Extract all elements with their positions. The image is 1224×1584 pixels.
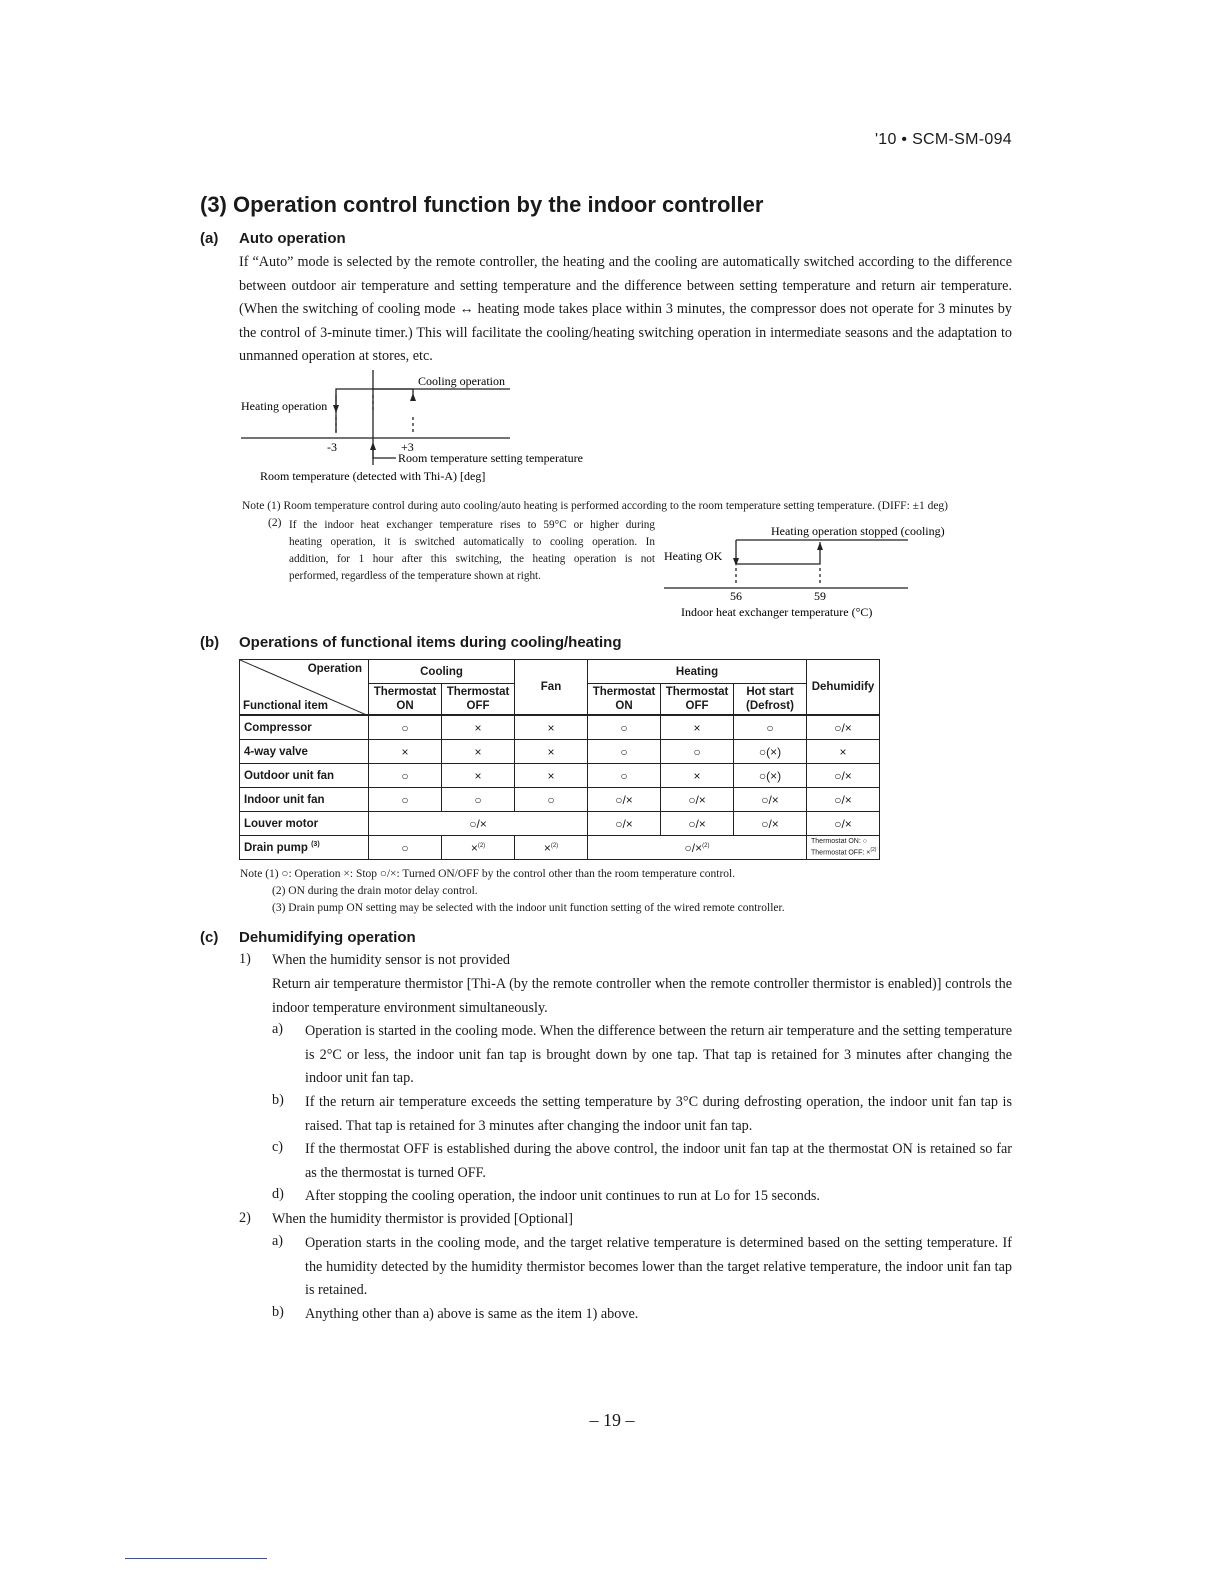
operation-header: Operation xyxy=(307,663,362,675)
cell: ○/× xyxy=(588,812,661,836)
cell: ○/× xyxy=(807,764,880,788)
auto-note-1: Note (1) Room temperature control during auto cooling/auto heating is performed according to the room temperature setting temperature. (DIFF: ±1 deg) xyxy=(242,500,949,512)
heating-down-arrow xyxy=(333,405,339,413)
row-item: 4-way valve xyxy=(240,740,369,764)
cell-note: (2) xyxy=(550,842,559,849)
minus3-label: -3 xyxy=(327,440,337,454)
item-1-body: Return air temperature thermistor [Thi-A (by the remote controller when the remote controller thermistor is enabled)] controls the indoor temperature environment simultaneously. xyxy=(272,976,1012,1016)
cell: × xyxy=(661,764,734,788)
cell: ○ xyxy=(369,764,442,788)
setpoint-up-arrow xyxy=(370,442,376,450)
auto-note-2-line: heating operation, it is switched automatically to cooling operation. In xyxy=(289,536,655,548)
functional-item-header: Functional item xyxy=(243,700,328,712)
cell: ○/× xyxy=(734,788,807,812)
table-row xyxy=(240,812,880,836)
cell xyxy=(588,836,807,860)
item-1a-text: Operation is started in the cooling mode. When the difference between the return air temperature and the setting temperature is 2°C or less, the indoor unit fan tap is brought down by one tap. That tap is retained for 3 minutes after changing the indoor unit fan tap. xyxy=(305,1023,1012,1087)
section-number: (3) xyxy=(200,192,227,217)
item-1c-text: If the thermostat OFF is established during the above control, the indoor unit fan tap at the thermostat ON is retained so far as the thermostat is turned OFF. xyxy=(305,1141,1012,1181)
cell: ○(×) xyxy=(734,740,807,764)
stop-up-arrow xyxy=(817,542,823,550)
table-row xyxy=(240,715,880,740)
cell xyxy=(515,836,588,860)
cell: ○/× xyxy=(807,788,880,812)
cell: ○ xyxy=(369,836,442,860)
plus3-label: +3 xyxy=(401,440,414,454)
cell-value: × xyxy=(543,840,551,855)
heat-exchanger-diagram xyxy=(660,518,970,623)
subsection-a-label: (a) xyxy=(200,230,219,247)
item-2a-text: Operation starts in the cooling mode, and the target relative temperature is determined based on the setting temperature. If the humidity detected by the humidity thermistor becomes lower than the target relative temperature, the indoor unit fan tap is retained. xyxy=(305,1235,1012,1299)
row-item-label: Drain pump xyxy=(244,841,308,854)
item-1-number: 1) xyxy=(239,951,251,967)
item-2-number: 2) xyxy=(239,1210,251,1226)
row-item: Outdoor unit fan xyxy=(240,764,369,788)
fan-header: Fan xyxy=(515,660,588,716)
cooling-thermostat-off-header: Thermostat OFF xyxy=(442,684,515,716)
item-2a-label: a) xyxy=(272,1233,284,1249)
subsection-b-title: Operations of functional items during cooling/heating xyxy=(239,634,622,651)
dehumidify-thermostat-on: Thermostat ON: ○ xyxy=(811,837,867,845)
cell-value: Thermostat OFF: × xyxy=(811,849,871,857)
subsection-c-title: Dehumidifying operation xyxy=(239,929,416,946)
table-row xyxy=(240,788,880,812)
item-1b-text: If the return air temperature exceeds the setting temperature by 3°C during defrosting operation, the indoor unit fan tap is raised. That tap is retained for 3 minutes after changing the indoor unit fan tap. xyxy=(305,1094,1012,1134)
cooling-thermostat-on-header: Thermostat ON xyxy=(369,684,442,716)
table-note-3: (3) Drain pump ON setting may be selected with the indoor unit function setting of the wired remote controller. xyxy=(272,902,785,914)
item-1a-label: a) xyxy=(272,1021,284,1037)
cell: ○/× xyxy=(734,812,807,836)
auto-note-2-line: addition, for 1 hour after this switching, the heating operation is not xyxy=(289,553,655,565)
section-heading xyxy=(200,192,763,218)
cell: ○ xyxy=(369,715,442,740)
cell-value: ○/× xyxy=(684,840,703,855)
cell xyxy=(807,836,880,860)
item-1c-label: c) xyxy=(272,1139,284,1155)
x-axis-label: Room temperature (detected with Thi-A) [deg] xyxy=(260,469,486,483)
table-note-2: (2) ON during the drain motor delay control. xyxy=(272,885,478,897)
cell: × xyxy=(807,740,880,764)
item-1d-label: d) xyxy=(272,1186,284,1202)
item-2b-label: b) xyxy=(272,1304,284,1320)
cell xyxy=(442,836,515,860)
auto-note-2-line: If the indoor heat exchanger temperature rises to 59°C or higher during xyxy=(289,519,655,531)
table-row xyxy=(240,740,880,764)
cooling-operation-label: Cooling operation xyxy=(418,374,505,388)
cell: ○ xyxy=(515,788,588,812)
hot-start-header: Hot start (Defrost) xyxy=(734,684,807,716)
row-item: Louver motor xyxy=(240,812,369,836)
ok-level-line xyxy=(736,540,820,564)
row-item-note: (3) xyxy=(311,841,320,849)
auto-note-2-label: (2) xyxy=(268,517,282,529)
setpoint-label: Room temperature setting temperature xyxy=(398,451,583,465)
corner-header xyxy=(240,660,369,716)
cell: × xyxy=(442,715,515,740)
cell-note: (2) xyxy=(702,842,710,849)
subsection-b-label: (b) xyxy=(200,634,220,651)
cell: ○ xyxy=(661,740,734,764)
page-number: – 19 – xyxy=(589,1410,635,1430)
t59-label: 59 xyxy=(814,589,826,603)
cell: ○ xyxy=(734,715,807,740)
heating-stop-line xyxy=(336,389,413,433)
cell: ○(×) xyxy=(734,764,807,788)
cell: ○ xyxy=(588,764,661,788)
table-header-row xyxy=(240,660,880,684)
cell-value: × xyxy=(470,840,478,855)
heating-header: Heating xyxy=(588,660,807,684)
subsection-a-title: Auto operation xyxy=(239,230,346,247)
heating-ok-label: Heating OK xyxy=(664,549,723,563)
cell: × xyxy=(515,764,588,788)
item-1b-label: b) xyxy=(272,1092,284,1108)
heating-stopped-label: Heating operation stopped (cooling) xyxy=(771,524,945,538)
cell: ○/× xyxy=(807,812,880,836)
subsection-c-label: (c) xyxy=(200,929,219,946)
cell: × xyxy=(661,715,734,740)
auto-note-2 xyxy=(289,517,655,585)
auto-note-2-line: performed, regardless of the temperature shown at right. xyxy=(289,570,541,582)
table-row xyxy=(240,764,880,788)
heating-thermostat-off-header: Thermostat OFF xyxy=(661,684,734,716)
item-2-title: When the humidity thermistor is provided [Optional] xyxy=(272,1211,574,1227)
section-title: Operation control function by the indoor controller xyxy=(233,192,764,217)
auto-switching-diagram xyxy=(230,365,630,490)
document-id: '10 • SCM-SM-094 xyxy=(874,131,1012,148)
cell: ○ xyxy=(588,715,661,740)
cell: ○/× xyxy=(807,715,880,740)
cell: ○ xyxy=(369,788,442,812)
t56-label: 56 xyxy=(730,589,742,603)
dehumidify-thermostat-off xyxy=(811,846,879,857)
cell: ○/× xyxy=(588,788,661,812)
row-item: Compressor xyxy=(240,715,369,740)
cooling-header: Cooling xyxy=(369,660,515,684)
table-row xyxy=(240,836,880,860)
x-axis-label: Indoor heat exchanger temperature (°C) xyxy=(681,605,873,619)
auto-operation-paragraph: If “Auto” mode is selected by the remote controller, the heating and the cooling are automatically switched according to the difference between outdoor air temperature and setting temperature and the difference between setting temperature and return air temperature. (When the switching of cooling mode ↔ heating mode takes place within 3 minutes, the compressor does not operate for 3 minutes by the control of 3-minute timer.) This will facilitate the cooling/heating switching operation in intermediate seasons and the adaptation to unmanned operation at stores, etc. xyxy=(239,254,1012,365)
cell: × xyxy=(442,740,515,764)
cell-note: (2) xyxy=(870,846,877,853)
dehumidify-header: Dehumidify xyxy=(807,660,880,716)
cooling-up-arrow xyxy=(410,393,416,401)
setpoint-pointer xyxy=(373,445,396,458)
cell: × xyxy=(369,740,442,764)
cell: × xyxy=(515,715,588,740)
row-item: Indoor unit fan xyxy=(240,788,369,812)
item-1-title: When the humidity sensor is not provided xyxy=(272,952,511,968)
table-note-1: Note (1) ○: Operation ×: Stop ○/×: Turned ON/OFF by the control other than the room temperature control. xyxy=(240,868,736,880)
cell: ○/× xyxy=(369,812,588,836)
heating-operation-label: Heating operation xyxy=(241,399,328,413)
cell: ○ xyxy=(588,740,661,764)
cell: × xyxy=(442,764,515,788)
ok-down-arrow xyxy=(733,558,739,566)
cell: ○/× xyxy=(661,812,734,836)
footer-rule xyxy=(125,1558,267,1559)
item-2b-text: Anything other than a) above is same as the item 1) above. xyxy=(305,1306,639,1322)
item-1d-text: After stopping the cooling operation, the indoor unit continues to run at Lo for 15 seconds. xyxy=(305,1188,820,1204)
heating-thermostat-on-header: Thermostat ON xyxy=(588,684,661,716)
functional-items-table xyxy=(239,659,880,860)
cell-note: (2) xyxy=(477,842,486,849)
cell: × xyxy=(515,740,588,764)
cell: ○/× xyxy=(661,788,734,812)
cell: ○ xyxy=(442,788,515,812)
row-item xyxy=(240,836,369,860)
